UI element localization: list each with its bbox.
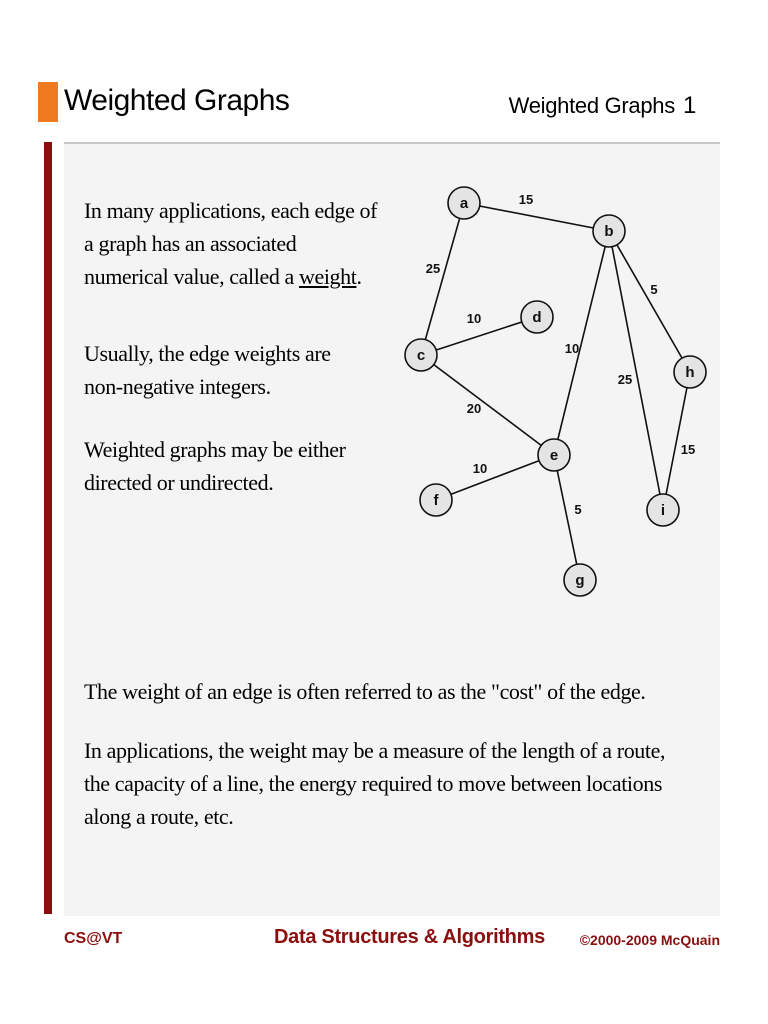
edge-c-e — [421, 355, 554, 455]
edge-a-b — [464, 203, 609, 231]
paragraph-directed: Weighted graphs may be either directed or undirected. — [84, 437, 346, 495]
weight-term: weight — [298, 264, 357, 289]
edge-weight-a-b: 15 — [518, 192, 534, 207]
paragraph-applications: In applications, the weight may be a measure of the length of a route, the capacity of a line, the energy required to move between locations along a route, etc. — [84, 738, 666, 829]
node-f-label: f — [433, 492, 439, 509]
edge-weight-a-c: 25 — [425, 261, 441, 276]
node-h — [674, 356, 706, 388]
edge-h-i — [663, 372, 690, 510]
paragraph-cost: The weight of an edge is often referred to as the "cost" of the edge. — [84, 679, 646, 704]
edge-a-c — [421, 203, 464, 355]
node-e-label: e — [549, 447, 559, 464]
edge-b-h — [609, 231, 690, 372]
node-d — [521, 301, 553, 333]
section-title: Weighted Graphs — [508, 93, 675, 118]
node-b-label: b — [604, 223, 614, 240]
paragraph-weights-intro — [84, 194, 384, 293]
edge-e-f — [436, 455, 554, 500]
edge-weight-c-d: 10 — [466, 311, 482, 326]
node-a — [448, 187, 480, 219]
node-g — [564, 564, 596, 596]
paragraph-weights-intro-text: In many applications, each edge of a graph has an associated numerical value, called a — [84, 198, 378, 289]
node-a-label: a — [459, 195, 469, 212]
node-g-label: g — [575, 572, 585, 589]
footer-copyright: ©2000-2009 McQuain — [579, 932, 720, 948]
node-c-label: c — [416, 347, 426, 364]
page-title: Weighted Graphs — [64, 84, 290, 117]
edge-e-g — [554, 455, 580, 580]
edge-weight-b-h: 5 — [650, 282, 658, 297]
edge-weight-e-f: 10 — [472, 461, 488, 476]
edge-b-i — [609, 231, 663, 510]
left-vertical-bar — [44, 142, 52, 914]
node-c — [405, 339, 437, 371]
header-accent-bar — [38, 82, 58, 122]
node-d-label: d — [532, 309, 542, 326]
node-b — [593, 215, 625, 247]
weighted-graph-diagram — [400, 170, 730, 610]
node-e — [538, 439, 570, 471]
edge-weight-e-g: 5 — [574, 502, 582, 517]
edge-weight-b-i: 25 — [617, 372, 633, 387]
header-section — [509, 92, 696, 120]
page-number: 1 — [682, 92, 696, 119]
edge-weight-b-e: 10 — [564, 341, 580, 356]
edge-b-e — [554, 231, 609, 455]
edge-weight-h-i: 15 — [680, 442, 696, 457]
node-h-label: h — [685, 364, 695, 381]
footer-institution: CS@VT — [64, 930, 123, 947]
node-i-label: i — [660, 502, 666, 519]
node-f — [420, 484, 452, 516]
footer-course-title: Data Structures & Algorithms — [274, 926, 545, 948]
paragraph-nonnegative: Usually, the edge weights are non-negative integers. — [84, 341, 331, 399]
edge-weight-c-e: 20 — [466, 401, 482, 416]
node-i — [647, 494, 679, 526]
paragraph-weights-intro-end: . — [356, 264, 362, 289]
